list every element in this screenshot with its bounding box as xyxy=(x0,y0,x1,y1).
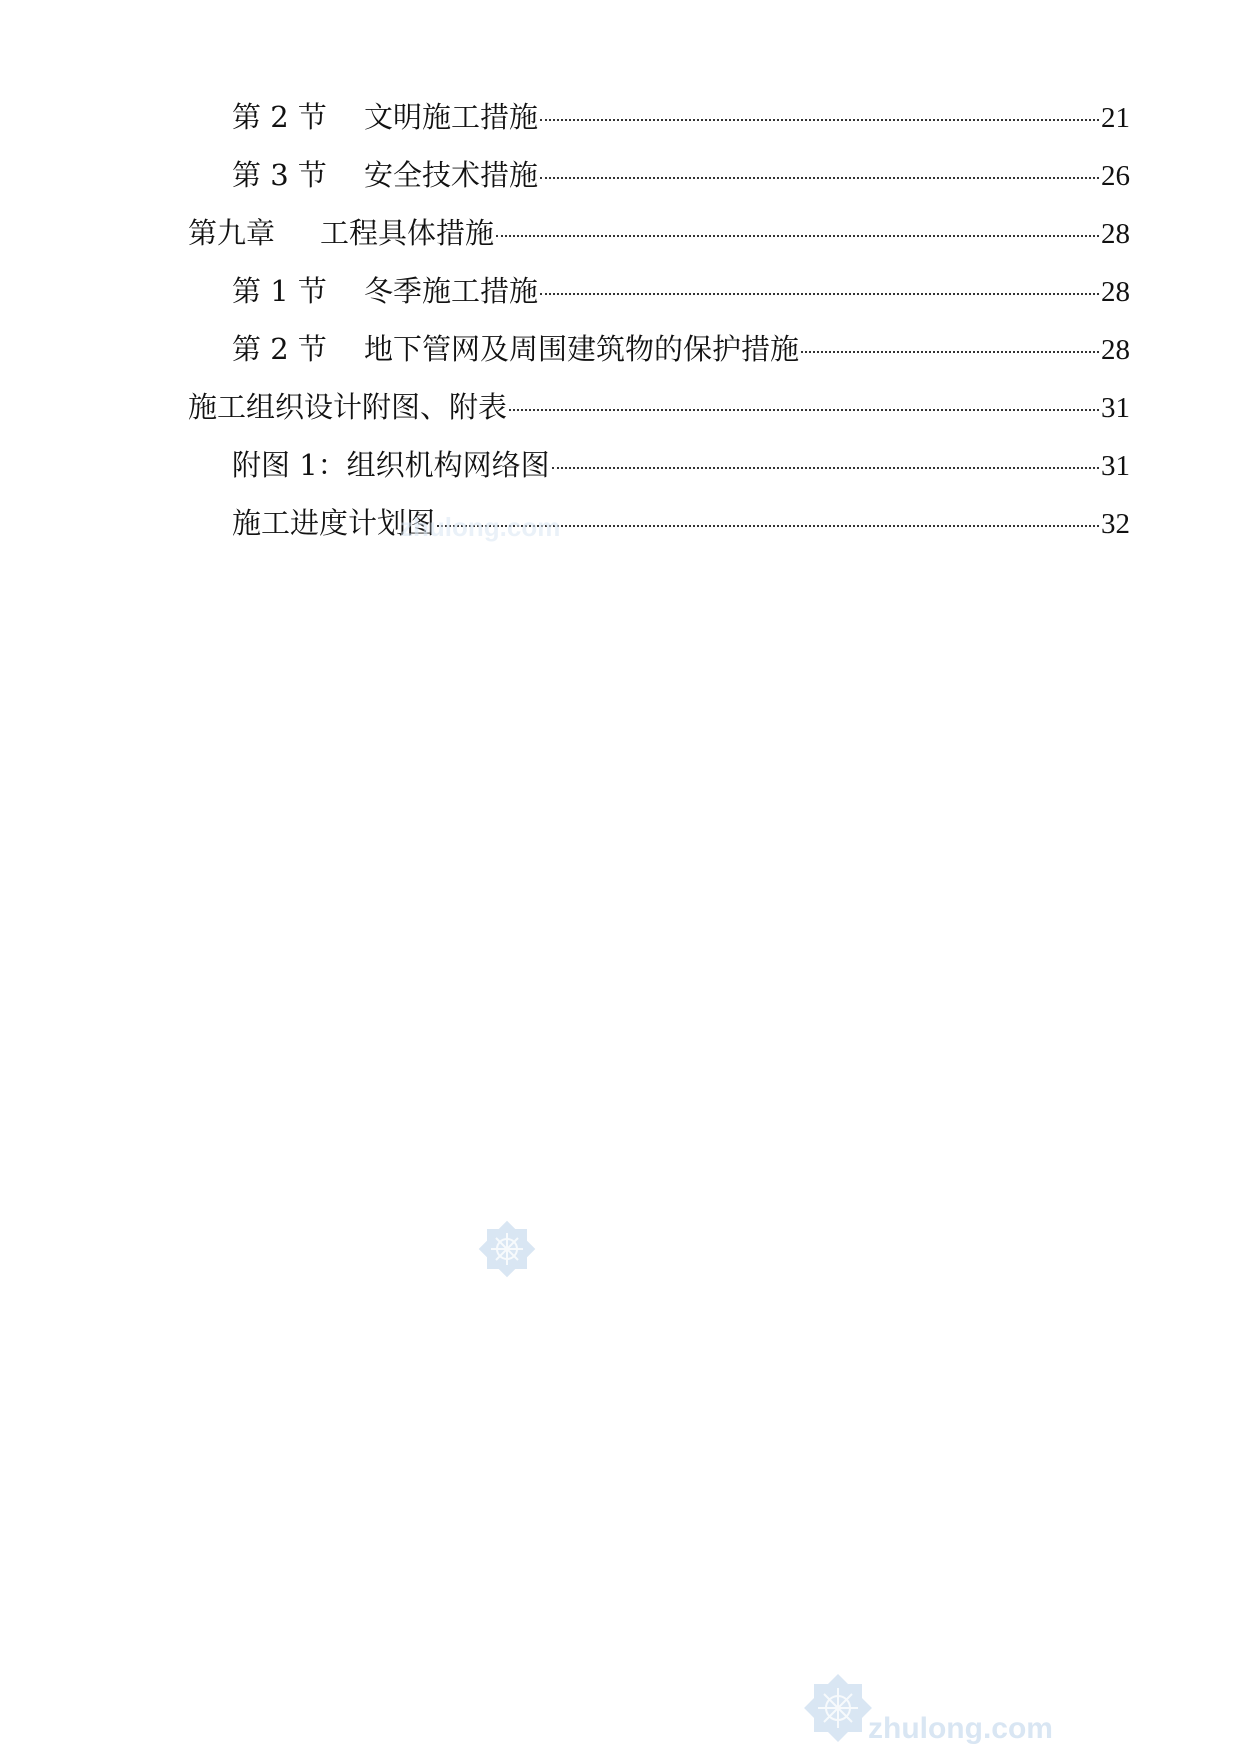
dot-leader xyxy=(540,177,1099,179)
toc-entry-number: 第 2 节 xyxy=(232,100,327,134)
toc-entry-page: 21 xyxy=(1101,102,1130,134)
toc-entry-page: 32 xyxy=(1101,508,1130,540)
toc-entry-page: 28 xyxy=(1101,334,1130,366)
toc-entry-section[interactable] xyxy=(232,97,1130,138)
toc-entry-chapter[interactable] xyxy=(188,213,1130,254)
toc-entry-page: 28 xyxy=(1101,218,1130,250)
toc-entry-appendix[interactable] xyxy=(188,387,1130,428)
dot-leader xyxy=(552,467,1099,469)
toc-entry-section[interactable] xyxy=(232,271,1130,312)
toc-entry-section[interactable] xyxy=(232,155,1130,196)
dot-leader xyxy=(496,235,1099,237)
toc-entry-page: 31 xyxy=(1101,450,1130,482)
toc-entry-page: 28 xyxy=(1101,276,1130,308)
toc-entry-title: 地下管网及周围建筑物的保护措施 xyxy=(364,332,800,366)
toc-entry-appendix-item[interactable] xyxy=(232,503,1130,544)
dot-leader xyxy=(540,293,1099,295)
toc-entry-page: 31 xyxy=(1101,392,1130,424)
toc-entry-number: 第 2 节 xyxy=(232,332,327,366)
toc-entry-title: 施工进度计划图 xyxy=(232,506,436,540)
toc-entry-number: 第九章 xyxy=(188,216,276,250)
zhulong-logo-icon xyxy=(466,1208,548,1294)
toc-entry-title: 文明施工措施 xyxy=(364,100,539,134)
dot-leader xyxy=(509,409,1099,411)
dot-leader xyxy=(540,119,1099,121)
watermark-text-bottom: zhulong.com xyxy=(868,1712,1053,1745)
toc-entry-title: 施工组织设计附图、附表 xyxy=(188,390,508,424)
dot-leader xyxy=(801,351,1099,353)
watermark-text-top: zhulong.com xyxy=(400,512,561,542)
toc-entry-page: 26 xyxy=(1101,160,1130,192)
toc-entry-title: 冬季施工措施 xyxy=(364,274,539,308)
toc-entry-section[interactable] xyxy=(232,329,1130,370)
toc-entry-number: 第 1 节 xyxy=(232,274,327,308)
toc-entry-appendix-item[interactable] xyxy=(232,445,1130,486)
toc-entry-number: 第 3 节 xyxy=(232,158,327,192)
toc-entry-title: 工程具体措施 xyxy=(320,216,495,250)
toc-entry-title: 附图 1：组织机构网络图 xyxy=(232,448,550,482)
toc-entry-title: 安全技术措施 xyxy=(364,158,539,192)
